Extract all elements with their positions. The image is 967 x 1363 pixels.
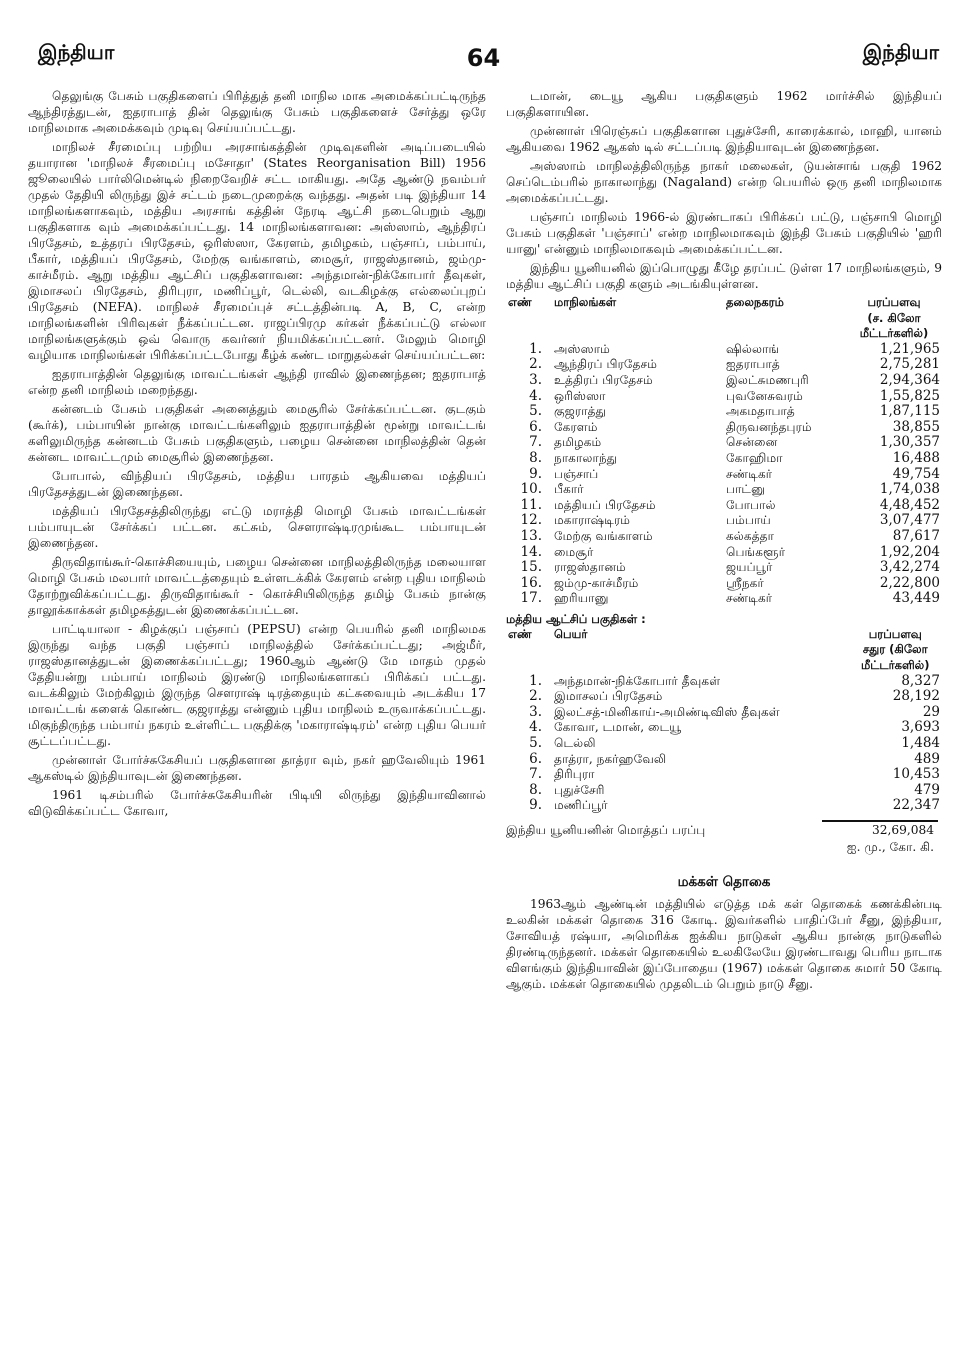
state-name: மகாராஷ்டிரம்	[554, 513, 631, 528]
state-capital: ஷில்லாங்	[726, 341, 780, 356]
table-row	[506, 482, 942, 498]
row-number: 5.	[529, 403, 542, 420]
state-name: பீகார்	[554, 482, 584, 497]
paragraph: அஸ்ஸாம் மாநிலத்திலிருந்த நாகர் மலைகள், டுயன்சாங் பகுதி 1962 செப்டெம்பரில் நாகாலாந்து (Nagaland) என்ற பெயரில் ஒரு தனி மாநிலமாக அமைக்கப்பட்டது.	[506, 159, 942, 205]
paragraph: தெலுங்கு பேசும் பகுதிகளைப் பிரித்துத் தனி மாநில மாக அமைக்கப்பட்டிருந்த ஆந்திரத்துடன், ஐதராபாத் தின் தெலுங்கு பேசும் பகுதிகளைச் சேர்த்து ஒரே மாநிலமாக அமைக்கவும் முடிவு செய்யப்பட்டது.	[28, 89, 486, 135]
table-row	[506, 451, 942, 467]
state-name: தமிழகம்	[554, 435, 602, 450]
table-row	[506, 357, 942, 373]
table-row	[506, 752, 942, 768]
state-name: ஹரியானு	[554, 591, 609, 606]
row-number: 10.	[520, 481, 542, 498]
paragraph: பஞ்சாப் மாநிலம் 1966-ல் இரண்டாகப் பிரிக்கப் பட்டு, பஞ்சாபி மொழி பேசும் பகுதிகள் 'பஞ்சாப்' என்ற மாநிலமாகவும் இந்தி பேசும் பகுதியில் 'ஹரி யானு' என்னும் மாநிலமாகவும் அமைக்கப்பட்டன.	[506, 210, 942, 256]
paragraph: முன்னாள் பிரெஞ்சுப் பகுதிகளான புதுச்சேரி, காரைக்கால், மாஹி, யானம் ஆகியவை 1962 ஆகஸ் டில் சட்டப்படி இந்தியாவுடன் இணைந்தன.	[506, 124, 942, 154]
territory-name: திரிபுரா	[554, 767, 595, 782]
table-row	[506, 435, 942, 451]
state-capital: பெங்களூர்	[726, 544, 786, 559]
state-capital: அகமதாபாத்	[726, 404, 795, 419]
state-area: 2,22,800	[879, 574, 940, 591]
territories-section-title: மத்திய ஆட்சிப் பகுதிகள் :	[506, 611, 646, 626]
table-row	[506, 720, 942, 736]
territory-area: 3,693	[901, 719, 940, 736]
paragraph: மாநிலச் சீரமைப்பு பற்றிய அரசாங்கத்தின் முடிவுகளின் அடிப்படையில் தயாரான 'மாநிலச் சீரமைப்பு மசோதா' (States Reorganisation Bill) 1956 ஜூலையில் பார்லிமென்டில் நிறைவேறிச் சட்ட மாகியது. அதே ஆண்டு நவம்பர் முதல் தேதியி லிருந்து இச் சட்டம் நடைமுறைக்கு வந்தது. அதன் படி இந்தியா 14 மாநிலங்களாகவும், மத்திய அரசாங் கத்தின் நேரடி ஆட்சி நடைபெறும் ஆறு பகுதிகளாக வும் அமைக்கப்பட்டது. 14 மாநிலங்களாவன: அஸ்ஸாம், ஆந்திரப் பிரதேசம், உத்தரப் பிரதேசம், ஒரிஸ்ஸா, கேரளம், தமிழகம், பஞ்சாப், பம்பாய், பீகார், மத்தியப் பிரதேசம், மேற்கு வங்காளம், மைசூர், ராஜஸ்தானம், ஜம்மு-காச்மீரம். ஆறு மத்திய ஆட்சிப் பகுதிகளாவன: அந்தமான்-நிக்கோபார் தீவுகள், இமாசலப் பிரதேசம், திரிபுரா, மணிப்பூர், டெல்லி, வடகிழக்கு எல்லைப்புறப் பிரதேசம் (NEFA). மாநிலச் சீரமைப்புச் சட்டத்தின்படி A, B, C, என்ற மாநிலங்களின் பிரிவுகள் நீக்கப்பட்டன. ராஜப்பிரமு கர்கள் நீக்கப்பட்டு எல்லா மாநிலங்களுக்கும் ஒவ் வொரு கவர்னர் நியமிக்கப்பட்டனர். மேலும் மொழி வழியாக மாநிலங்கள் பிரிக்கப்பட்டபோது கீழ்க் கண்ட மாறுதல்கள் செய்யப்பட்டன:	[28, 140, 486, 362]
table-row	[506, 389, 942, 405]
territories-table	[506, 627, 942, 814]
table-row	[506, 674, 942, 690]
territories-header-area	[848, 627, 942, 674]
states-table-body	[506, 342, 942, 607]
territory-name: அந்தமான்-நிக்கோபார் தீவுகள்	[554, 673, 721, 688]
row-number: 2.	[529, 356, 542, 373]
total-row	[506, 822, 942, 839]
table-row	[506, 420, 942, 436]
row-number: 3.	[529, 371, 542, 388]
territories-table-body	[506, 674, 942, 814]
state-area: 49,754	[892, 465, 940, 482]
territory-name: டெல்லி	[554, 736, 596, 751]
row-number: 4.	[529, 719, 542, 736]
territories-header-name: பெயர்	[554, 626, 588, 641]
states-header-num: எண்	[508, 295, 532, 309]
row-number: 8.	[529, 449, 542, 466]
territories-header-area-label: பரப்பளவு	[868, 626, 922, 641]
table-row	[506, 798, 942, 814]
state-name: ஒரிஸ்ஸா	[554, 388, 606, 403]
state-capital: ஐதராபாத்	[726, 357, 780, 372]
territory-area: 489	[914, 750, 940, 767]
row-number: 17.	[520, 590, 542, 607]
section-heading-population: மக்கள் தொகை	[677, 874, 771, 890]
row-number: 9.	[529, 797, 542, 814]
state-area: 1,21,965	[879, 340, 940, 357]
paragraph: இந்திய யூனியனில் இப்பொழுது கீழே தரப்பட் டுள்ள 17 மாநிலங்களும், 9 மத்திய ஆட்சிப் பகுதி களும் அடங்கியுள்ளன.	[506, 261, 942, 291]
state-capital: இலட்சுமணபுரி	[726, 372, 809, 387]
state-capital: பம்பாய்	[726, 513, 771, 528]
paragraph: 1963ஆம் ஆண்டின் மத்தியில் எடுத்த மக் கள் தொகைக் கணக்கின்படி உலகின் மக்கள் தொகை 316 கோடி. இவர்களில் பாதிப்பேர் சீனு, இந்தியா, சோவியத் ரஷ்யா, அமெரிக்க ஐக்கிய நாடுகள் ஆகிய நான்கு நாடுகளில் திரண்டிருந்தனர். மக்கள் தொகையில் உலகிலேயே இரண்டாவது பெரிய நாடாக விளங்கும் இந்தியாவின் இப்போதைய (1967) மக்கள் தொகை சுமார் 50 கோடி ஆகும். மக்கள் தொகையில் முதலிடம் பெறும் நாடு சீனு.	[506, 897, 942, 991]
states-header-area	[846, 295, 942, 342]
territory-name: இமாசலப் பிரதேசம்	[554, 689, 663, 704]
state-area: 16,488	[892, 449, 940, 466]
table-row	[506, 373, 942, 389]
row-number: 12.	[520, 512, 542, 529]
paragraph: கன்னடம் பேசும் பகுதிகள் அனைத்தும் மைசூரில் சேர்க்கப்பட்டன. குடகும் (கூர்க்), பம்பாயின் நான்கு மாவட்டங்களிலும் ஐதராபாத்தின் மூன்று மாவட்டங் களிலுமிருந்த கன்னடம் பேசும் பகுதிகளும், பழைய சென்னை மாநிலத்தின் தென் கன்னட மாவட்டமும் மைசூரில் இணைந்தன.	[28, 402, 486, 464]
state-area: 43,449	[892, 590, 940, 607]
state-name: ராஜஸ்தானம்	[554, 560, 626, 575]
paragraph: 1961 டிசம்பரில் போர்ச்சுகேசியரின் பிடியி லிருந்து இந்தியாவினால் விடுவிக்கப்பட்ட கோவா,	[28, 788, 486, 818]
paragraph: திருவிதாங்கூர்-கொச்சியையும், பழைய சென்னை மாநிலத்திலிருந்த மலையாள மொழி பேசும் மலபார் மாவட்டத்தையும் உள்ளடக்கிக் கேரளம் என்ற புதிய மாநிலம் தோற்றுவிக்கப்பட்டது. திருவிதாங்கூர் - கொச்சியிலிருந்த தமிழ் பேசும் நான்கு தாலூக்காக்கள் தமிழகத்துடன் இணைக்கப்பட்டன.	[28, 555, 486, 617]
table-row	[506, 545, 942, 561]
territories-header-area-unit2: மீட்டர்களில்)	[860, 658, 930, 673]
table-row	[506, 736, 942, 752]
territory-name: புதுச்சேரி	[554, 782, 605, 797]
left-column	[28, 88, 486, 1353]
state-capital: கோஹிமா	[726, 450, 783, 465]
author-signature: ஐ. மு., கோ. கி.	[846, 840, 934, 854]
state-area: 2,94,364	[879, 371, 940, 388]
state-capital: புவனேசுவரம்	[726, 388, 803, 403]
table-row	[506, 767, 942, 783]
territory-area: 10,453	[892, 766, 940, 783]
state-area: 2,75,281	[879, 356, 940, 373]
state-capital: போபால்	[726, 497, 776, 512]
right-column	[506, 88, 942, 1353]
row-number: 6.	[529, 750, 542, 767]
states-header-area-unit: (ச. கிலோ மீட்டர்களில்)	[859, 310, 929, 341]
state-area: 38,855	[892, 418, 940, 435]
state-area: 1,87,115	[879, 403, 940, 420]
row-number: 9.	[529, 465, 542, 482]
table-row	[506, 404, 942, 420]
paragraph: மத்தியப் பிரதேசத்திலிருந்து எட்டு மராத்தி மொழி பேசும் மாவட்டங்கள் பம்பாயுடன் சேர்க்கப் பட்டன. கட்சும், சௌராஷ்டிரமுங்கூட பம்பாயுடன் இணைந்தன.	[28, 504, 486, 550]
row-number: 4.	[529, 387, 542, 404]
row-number: 1.	[529, 340, 542, 357]
territory-area: 8,327	[901, 672, 940, 689]
state-name: மத்தியப் பிரதேசம்	[554, 497, 656, 512]
state-name: மைசூர்	[554, 544, 594, 559]
running-head-right: இந்தியா	[862, 40, 939, 64]
state-area: 1,92,204	[879, 543, 940, 560]
row-number: 16.	[520, 574, 542, 591]
paragraph: முன்னாள் போர்ச்சுகேசியப் பகுதிகளான தாத்ரா வும், நகர் ஹவேலியும் 1961 ஆகஸ்டில் இந்தியாவுடன் இணைந்தன.	[28, 753, 486, 783]
states-table	[506, 295, 942, 607]
total-value: 32,69,084	[871, 823, 934, 837]
state-name: கேரளம்	[554, 419, 598, 434]
running-head-left: இந்தியா	[38, 40, 115, 64]
states-header-area-label: பரப்பளவு	[867, 295, 921, 309]
state-capital: கல்கத்தா	[726, 528, 774, 543]
territory-area: 28,192	[892, 688, 940, 705]
state-name: உத்திரப் பிரதேசம்	[554, 372, 653, 387]
table-row	[506, 513, 942, 529]
page-number: 64	[466, 44, 501, 72]
table-row	[506, 576, 942, 592]
row-number: 1.	[529, 672, 542, 689]
state-capital: ஜயப்பூர்	[726, 560, 773, 575]
table-row	[506, 591, 942, 607]
row-number: 13.	[520, 527, 542, 544]
table-row	[506, 783, 942, 799]
paragraph: போபால், விந்தியப் பிரதேசம், மத்திய பாரதம் ஆகியவை மத்தியப் பிரதேசத்துடன் இணைந்தன.	[28, 469, 486, 499]
territory-name: கோவா, டமான், டையூ	[554, 720, 682, 735]
states-header-name: மாநிலங்கள்	[554, 295, 617, 309]
row-number: 7.	[529, 434, 542, 451]
state-area: 4,48,452	[879, 496, 940, 513]
row-number: 2.	[529, 688, 542, 705]
total-label: இந்திய யூனியனின் மொத்தப் பரப்பு	[506, 823, 706, 837]
territories-header-area-unit1: சதுர (கிலோ	[862, 642, 928, 657]
row-number: 15.	[520, 559, 542, 576]
table-row	[506, 342, 942, 358]
row-number: 6.	[529, 418, 542, 435]
territories-header-num: எண்	[508, 626, 532, 641]
state-area: 1,30,357	[879, 434, 940, 451]
territory-name: இலட்சத்-மினிகாய்-அமிண்டிவிஸ் தீவுகள்	[554, 704, 780, 719]
state-name: அஸ்ஸாம்	[554, 341, 610, 356]
row-number: 14.	[520, 543, 542, 560]
territory-area: 22,347	[892, 797, 940, 814]
row-number: 7.	[529, 766, 542, 783]
paragraph: டமான், டையூ ஆகிய பகுதிகளும் 1962 மார்ச்சில் இந்தியப் பகுதிகளாயின.	[506, 89, 942, 119]
state-area: 3,42,274	[879, 559, 940, 576]
table-row	[506, 498, 942, 514]
row-number: 5.	[529, 735, 542, 752]
state-name: பஞ்சாப்	[554, 466, 599, 481]
territory-area: 29	[922, 703, 940, 720]
table-row	[506, 560, 942, 576]
state-capital: திருவனந்தபுரம்	[726, 419, 812, 434]
state-area: 1,55,825	[879, 387, 940, 404]
row-number: 8.	[529, 781, 542, 798]
paragraph: ஐதராபாத்தின் தெலுங்கு மாவட்டங்கள் ஆந்தி ராவில் இணைந்தன; ஐதராபாத் என்ற தனி மாநிலம் மறைந்தது.	[28, 367, 486, 397]
state-area: 87,617	[892, 527, 940, 544]
state-name: குஜராத்து	[554, 404, 607, 419]
state-capital: பாட்னு	[726, 482, 766, 497]
table-row	[506, 467, 942, 483]
state-name: நாகாலாந்து	[554, 450, 618, 465]
state-area: 1,74,038	[879, 481, 940, 498]
territory-area: 1,484	[901, 735, 940, 752]
row-number: 11.	[520, 496, 542, 513]
state-capital: சண்டிகர்	[726, 591, 773, 606]
state-area: 3,07,477	[879, 512, 940, 529]
row-number: 3.	[529, 703, 542, 720]
state-capital: சென்னை	[726, 435, 778, 450]
table-row	[506, 529, 942, 545]
state-name: ஜம்மு-காச்மீரம்	[554, 575, 639, 590]
territory-area: 479	[914, 781, 940, 798]
states-header-capital: தலைநகரம்	[726, 295, 784, 309]
table-row	[506, 705, 942, 721]
state-name: மேற்கு வங்காளம்	[554, 528, 653, 543]
paragraph: பாட்டியாலா - கிழக்குப் பஞ்சாப் (PEPSU) என்ற பெயரில் தனி மாநிலமக இருந்து வந்த பகுதி பஞ்சாப் மாநிலத்தில் சேர்க்கப்பட்டது; அஜ்மீர், ராஜஸ்தானத்துடன் இணைக்கப்பட்டது; 1960ஆம் ஆண்டு மே மாதம் முதல் தேதியன்று பம்பாய் மாநிலம் இரண்டு மாநிலங்களாகப் பிரிக்கப் பட்டது. வடக்கிலும் மேற்கிலும் இருந்த சௌராஷ் டிரத்தையும் கட்சுவையும் அடக்கிய 17 மாவட்டங் களைக் கொண்ட குஜராத்து என்னும் புதிய மாநிலம் உருவாக்கப்பட்டது. மிகுந்திருந்த பம்பாய் நகரம் உள்ளிட்ட பகுதிக்கு 'மகாராஷ்டிரம்' என்ற புதிய பெயர் சூட்டப்பட்டது.	[28, 622, 486, 748]
territory-name: மணிப்பூர்	[554, 798, 608, 813]
territory-name: தாத்ரா, நகர்ஹவேலி	[554, 751, 667, 766]
state-capital: சண்டிகர்	[726, 466, 773, 481]
table-row	[506, 689, 942, 705]
state-name: ஆந்திரப் பிரதேசம்	[554, 357, 658, 372]
state-capital: ஸ்ரீநகர்	[726, 575, 764, 590]
